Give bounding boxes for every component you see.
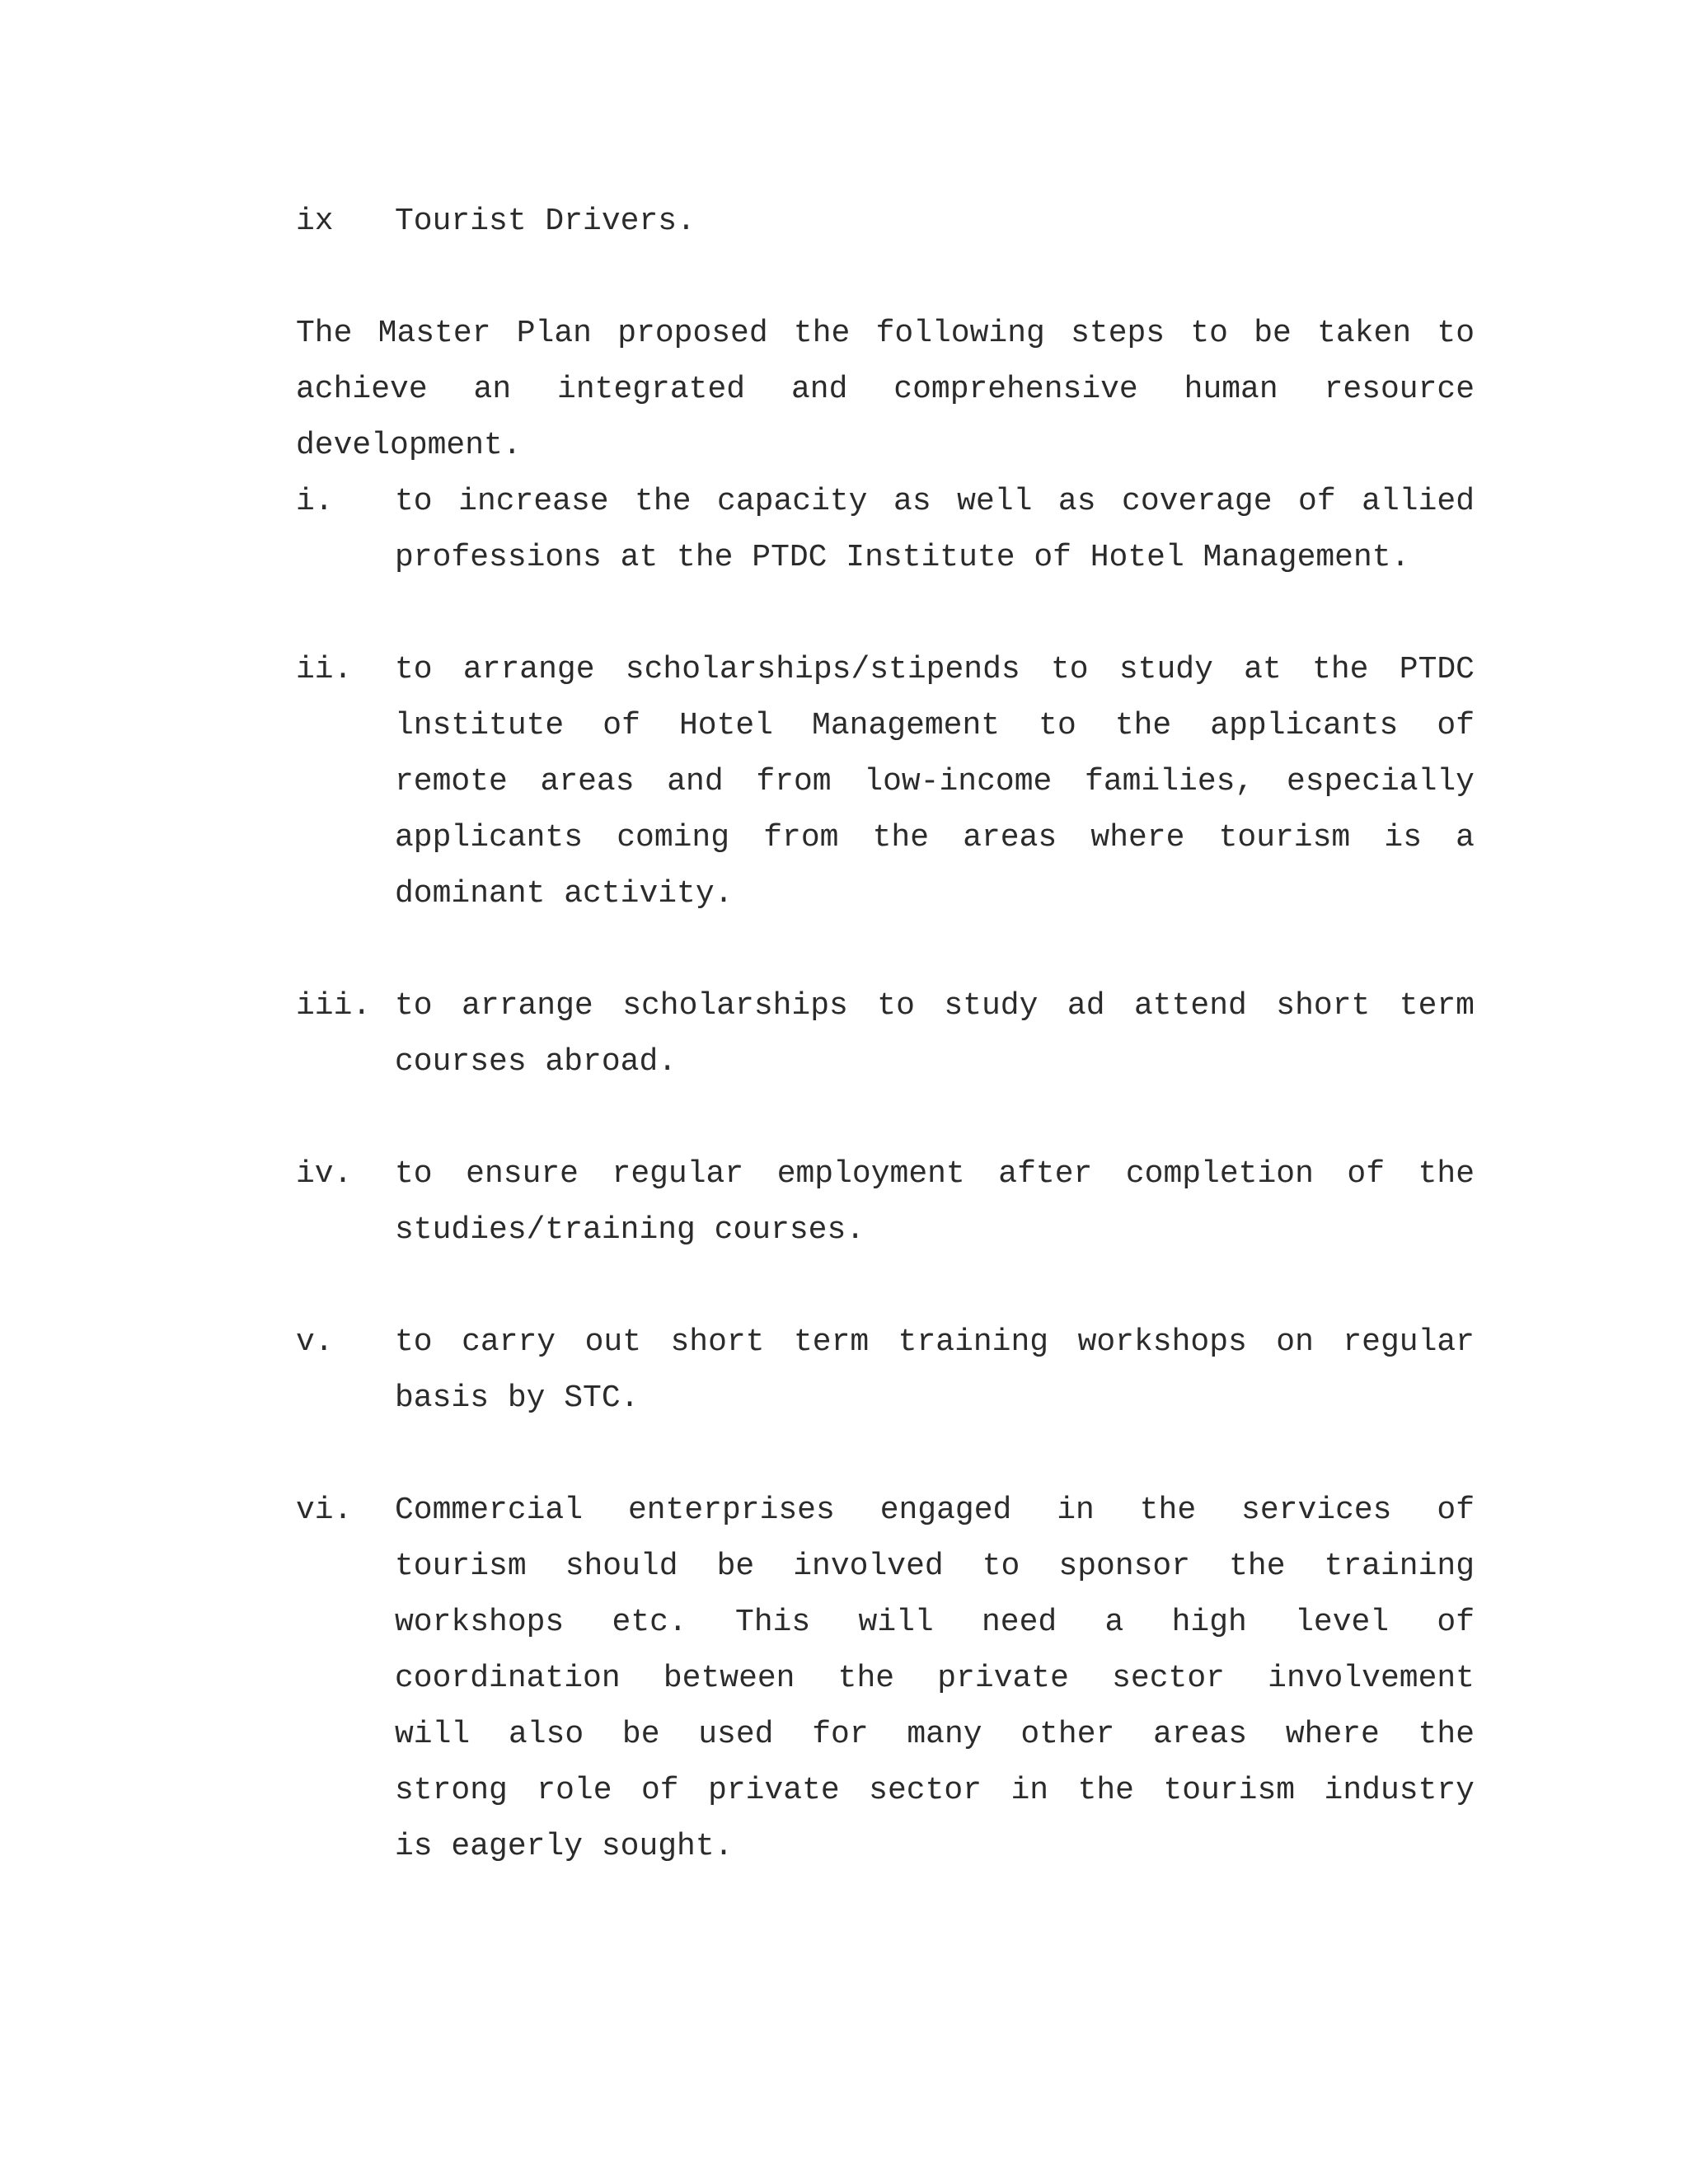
list-item-line: basis by STC. <box>395 1380 640 1416</box>
list-item-line: remote areas and from low-income families, especially <box>395 764 1475 799</box>
list-item-line: to arrange scholarships to study ad attend short term <box>395 988 1475 1024</box>
heading-item-number: ix <box>296 204 334 239</box>
list-item-body <box>395 642 1475 922</box>
list-item <box>296 1146 1475 1258</box>
list-item <box>296 978 1475 1090</box>
spacer <box>296 250 1475 306</box>
list-item-line: will also be used for many other areas where the <box>395 1717 1475 1752</box>
list-item-line: to arrange scholarships/stipends to study at the PTDC <box>395 652 1475 687</box>
list-item-line: applicants coming from the areas where tourism is a <box>395 820 1475 855</box>
list-item-body <box>395 1483 1475 1875</box>
list-item-line: dominant activity. <box>395 876 734 912</box>
intro-paragraph <box>296 306 1475 474</box>
spacer <box>296 922 1475 978</box>
list-item-line: tourism should be involved to sponsor the training <box>395 1549 1475 1584</box>
list-item-line: is eagerly sought. <box>395 1829 734 1864</box>
list-item-number: vi. <box>296 1493 353 1528</box>
list-item-line: to ensure regular employment after completion of the <box>395 1156 1475 1192</box>
list-item-line: workshops etc. This will need a high level of <box>395 1605 1475 1640</box>
list-item-line: Commercial enterprises engaged in the services of <box>395 1493 1475 1528</box>
list-item-number: iii. <box>296 988 372 1024</box>
list-item-number: i. <box>296 484 334 519</box>
heading-item <box>296 194 1475 250</box>
list-item-line: lnstitute of Hotel Management to the applicants of <box>395 708 1475 743</box>
list-item-body <box>395 978 1475 1090</box>
spacer <box>296 586 1475 642</box>
list-item <box>296 642 1475 922</box>
list-item <box>296 1315 1475 1427</box>
list-item <box>296 1483 1475 1875</box>
list-item-line: studies/training courses. <box>395 1212 865 1248</box>
list-item-body <box>395 474 1475 586</box>
intro-line: development. <box>296 428 522 463</box>
list-item-line: to increase the capacity as well as coverage of allied <box>395 484 1475 519</box>
list-item-number: v. <box>296 1324 334 1360</box>
list-item-line: to carry out short term training workshops on regular <box>395 1324 1475 1360</box>
spacer <box>296 1258 1475 1315</box>
list-item-line: courses abroad. <box>395 1044 678 1080</box>
spacer <box>296 1090 1475 1146</box>
list-item-number: ii. <box>296 652 353 687</box>
list-item-body <box>395 1146 1475 1258</box>
list-item-body <box>395 1315 1475 1427</box>
document-page <box>296 194 1475 1875</box>
list-item-line: professions at the PTDC Institute of Hotel Management. <box>395 540 1410 575</box>
list-item-number: iv. <box>296 1156 353 1192</box>
list-item-line: coordination between the private sector involvement <box>395 1661 1475 1696</box>
spacer <box>296 1427 1475 1483</box>
intro-line: The Master Plan proposed the following steps to be taken to <box>296 316 1475 351</box>
heading-item-text: Tourist Drivers. <box>395 204 696 239</box>
list-item-line: strong role of private sector in the tourism industry <box>395 1773 1475 1808</box>
intro-line: achieve an integrated and comprehensive human resource <box>296 372 1475 407</box>
list-item <box>296 474 1475 586</box>
